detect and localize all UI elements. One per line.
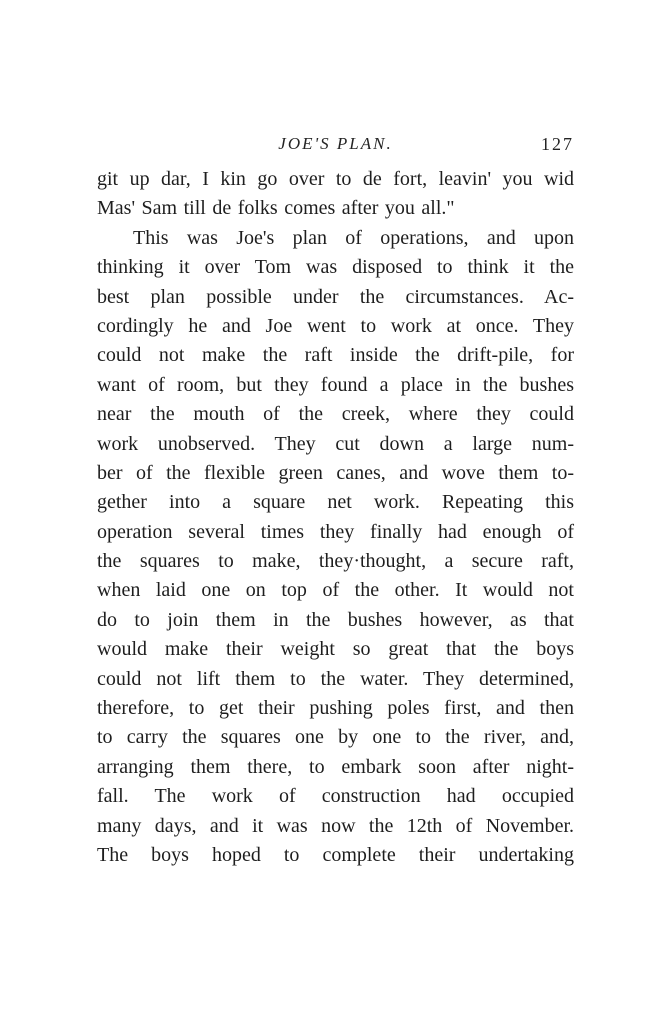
text-line: the squares to make, they·thought, a secure raft, <box>97 550 574 573</box>
text-line: git up dar, I kin go over to de fort, leavin' you wid <box>97 168 574 190</box>
text-line: best plan possible under the circumstances. Ac- <box>97 285 574 308</box>
page-header <box>97 134 574 158</box>
text-line: cordingly he and Joe went to work at once. They <box>97 314 574 337</box>
text-line: fall. The work of construction had occupied <box>97 785 574 808</box>
text-line: could not lift them to the water. They determined, <box>97 667 574 690</box>
page-number: 127 <box>541 134 574 154</box>
text-line: to carry the squares one by one to the river, and, <box>97 726 574 749</box>
text-line: gether into a square net work. Repeating this <box>97 491 574 514</box>
text-line: arranging them there, to embark soon after night- <box>97 755 574 778</box>
text-line: would make their weight so great that the boys <box>97 638 574 661</box>
text-line: work unobserved. They cut down a large num- <box>97 432 574 455</box>
running-title: JOE'S PLAN. <box>278 134 393 153</box>
text-line: Mas' Sam till de folks comes after you all." <box>97 197 455 220</box>
text-line: The boys hoped to complete their undertaking <box>97 843 574 866</box>
page-text <box>97 165 574 870</box>
text-line: want of room, but they found a place in the bushes <box>97 373 574 396</box>
text-line: therefore, to get their pushing poles first, and then <box>97 697 574 720</box>
text-line: This was Joe's plan of operations, and upon <box>133 226 574 249</box>
text-line: many days, and it was now the 12th of November. <box>97 814 574 837</box>
text-line: when laid one on top of the other. It would not <box>97 579 574 602</box>
text-line: near the mouth of the creek, where they could <box>97 403 574 426</box>
text-line: thinking it over Tom was disposed to think it the <box>97 256 574 279</box>
text-line: ber of the flexible green canes, and wove them to- <box>97 461 574 484</box>
text-line: operation several times they finally had enough of <box>97 520 574 543</box>
text-line: do to join them in the bushes however, as that <box>97 608 574 631</box>
text-line: could not make the raft inside the drift-pile, for <box>97 344 574 367</box>
